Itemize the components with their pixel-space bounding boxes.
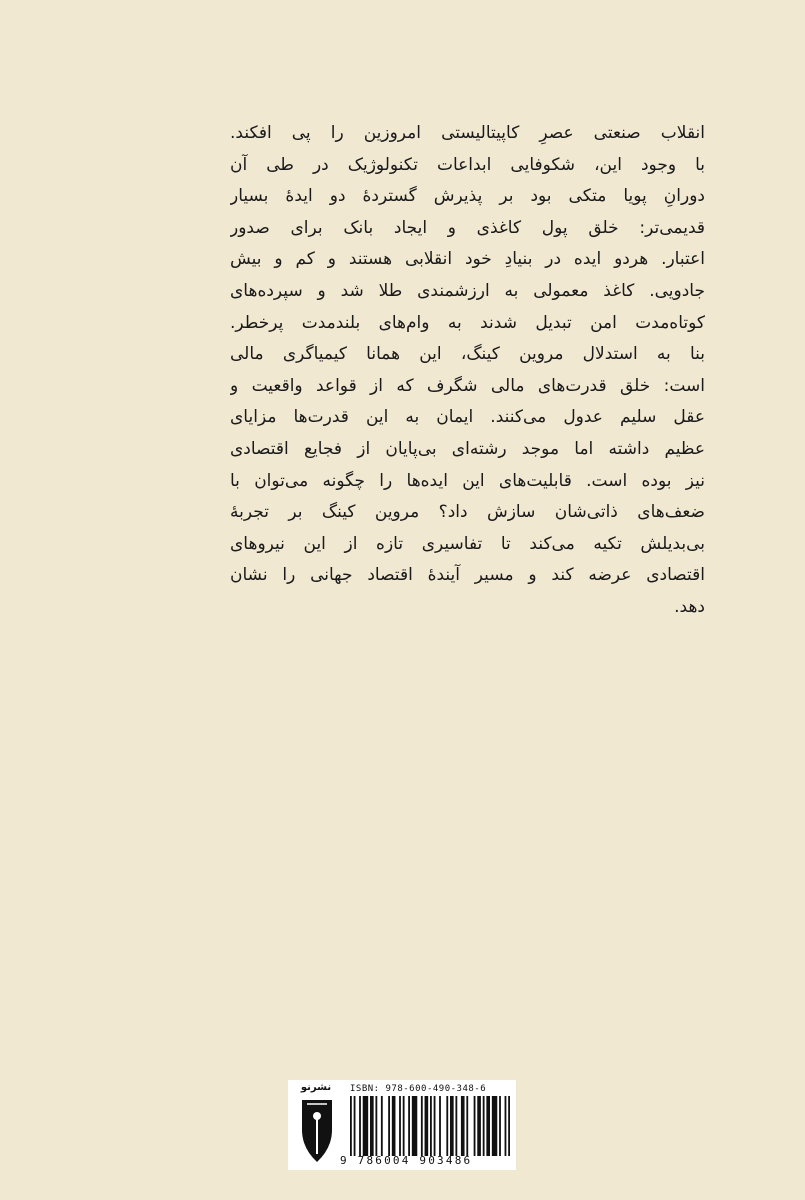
publisher-name: نشرنو: [300, 1082, 332, 1093]
isbn-barcode-block: [288, 1080, 516, 1170]
blurb-line: عقل سلیم عدول می‌کنند. ایمان به این قدرت‌ها مزایای: [230, 407, 705, 428]
blurb-line: بی‌بدیلش تکیه می‌کند تا تفاسیری تازه از این نیروهای: [230, 533, 705, 554]
blurb-line: انقلاب صنعتی عصرِ کاپیتالیستی امروزین را پی افکند.: [230, 123, 705, 143]
blurb-line: ضعف‌های ذاتی‌شان سازش داد؟ مروین کینگ بر تجربهٔ: [230, 502, 705, 523]
blurb-line: است: خلق قدرت‌های مالی شگرف که از قواعد واقعیت و: [230, 375, 705, 396]
blurb-line: قدیمی‌تر: خلق پول کاغذی و ایجاد بانک برای صدور: [230, 217, 705, 238]
blurb-line: اعتبار. هردو ایده در بنیادِ خود انقلابی هستند و کم و بیش: [230, 249, 705, 270]
blurb-line: دورانِ پویا متکی بود بر پذیرش گستردهٔ دو ایدهٔ بسیار: [230, 186, 705, 207]
back-cover-blurb: [230, 118, 705, 624]
barcode-bars: [350, 1096, 510, 1156]
blurb-line: نیز بوده است. قابلیت‌های این ایده‌ها را چگونه می‌توان با: [230, 470, 705, 491]
blurb-line: دهد.: [674, 596, 705, 617]
blurb-line: اقتصادی عرضه کند و مسیر آیندهٔ اقتصاد جهانی را نشان: [230, 565, 705, 586]
blurb-line: جادویی. کاغذ معمولی به ارزشمندی طلا شد و سپرده‌های: [230, 280, 705, 301]
blurb-line: با وجود این، شکوفایی ابداعات تکنولوژیک در طی آن: [230, 154, 705, 175]
fountain-pen-nib-icon: [294, 1082, 340, 1166]
isbn-label: ISBN: 978-600-490-348-6: [350, 1084, 487, 1094]
barcode-digits: 9 786004 903486: [340, 1154, 473, 1167]
blurb-line: کوتاه‌مدت امن تبدیل شدند به وام‌های بلندمدت پرخطر.: [230, 312, 705, 333]
blurb-line: بنا به استدلال مروین کینگ، این همانا کیمیاگری مالی: [230, 344, 705, 365]
blurb-line: عظیم داشته اما موجد رشته‌ای بی‌پایان از فجایع اقتصادی: [230, 438, 705, 459]
